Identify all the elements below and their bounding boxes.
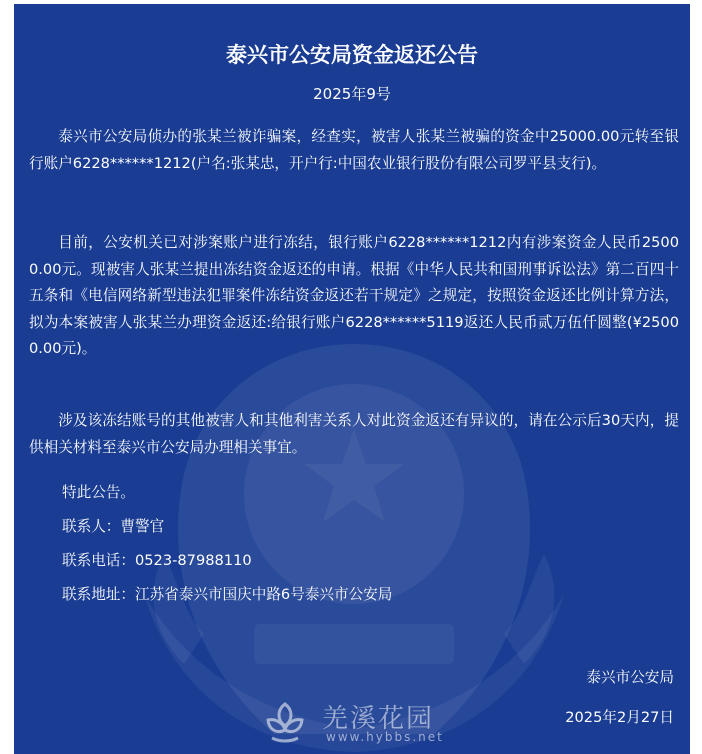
contact-address: 联系地址：江苏省泰兴市国庆中路6号泰兴市公安局: [62, 586, 393, 603]
issuer-name: 泰兴市公安局: [586, 669, 674, 686]
flower-logo-icon: [260, 698, 310, 746]
notice-number: 2025年9号: [313, 85, 391, 103]
site-watermark: [250, 694, 460, 750]
issue-date: 2025年2月27日: [565, 709, 674, 726]
closing-text: 特此公告。: [62, 484, 135, 501]
contact-phone: 联系电话：0523-87988110: [62, 552, 252, 569]
notice-panel: [14, 4, 690, 754]
page-title: 泰兴市公安局资金返还公告: [226, 43, 478, 67]
contact-person: 联系人：曹警官: [62, 518, 165, 535]
paragraph-case-summary: 泰兴市公安局侦办的张某兰被诈骗案，经查实，被害人张某兰被骗的资金中25000.00元转至银行账户6228******1212(户名:张某忠，开户行:中国农业银行股份有限公司罗平县支行)。: [29, 128, 679, 172]
police-emblem-icon: [104, 334, 604, 754]
paragraph-refund-decision: 目前，公安机关已对涉案账户进行冻结，银行账户6228******1212内有涉案资金人民币25000.00元。现被害人张某兰提出冻结资金返还的申请。根据《中华人民共和国刑事诉讼法》第二百四十五条和《电信网络新型违法犯罪案件冻结资金返还若干规定》之规定，按照资金返还比例计算方法，拟为本案被害人张某兰办理资金返还:给银行账户6228******5119返还人民币贰万伍仟圆整(¥25000.00元)。: [29, 234, 679, 357]
paragraph-objection-notice: 涉及该冻结账号的其他被害人和其他利害关系人对此资金返还有异议的，请在公示后30天内，提供相关材料至泰兴市公安局办理相关事宜。: [29, 412, 679, 456]
watermark-site-url: www.hybbs.net: [326, 730, 444, 744]
watermark-site-name: 羌溪花园: [322, 704, 435, 734]
